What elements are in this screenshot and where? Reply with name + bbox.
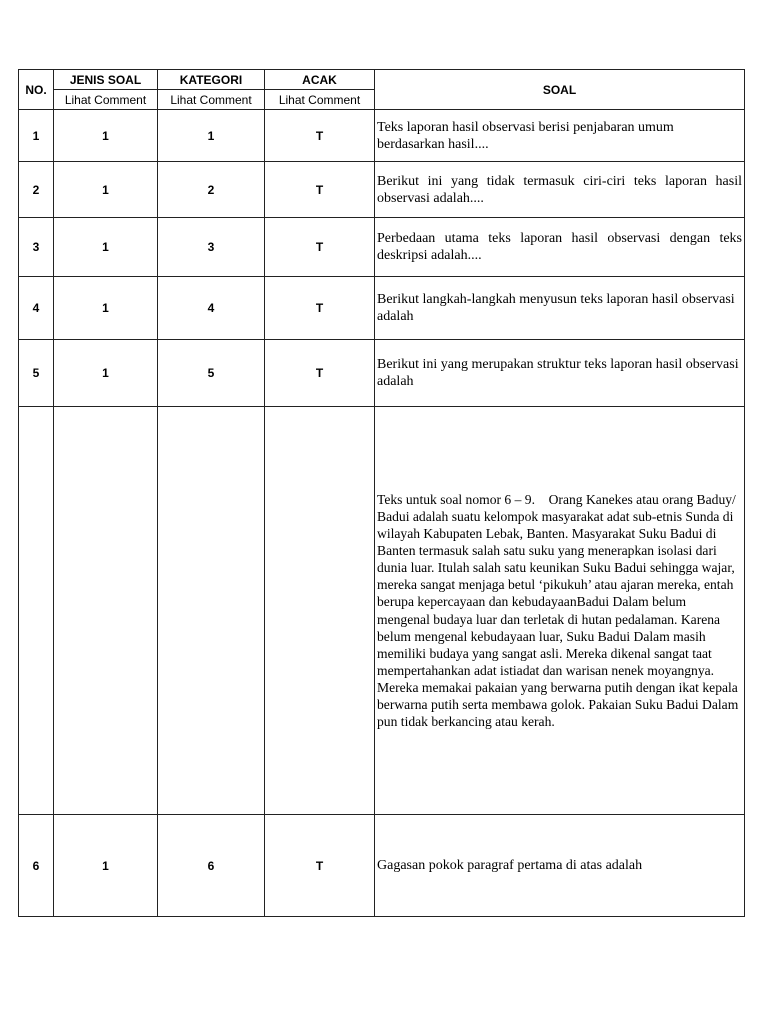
row-soal: Teks laporan hasil observasi berisi penjabaran umum berdasarkan hasil.... [375,110,745,162]
row-soal: Gagasan pokok paragraf pertama di atas adalah [375,815,745,917]
row-acak: T [265,110,375,162]
reading-passage: Teks untuk soal nomor 6 – 9. Orang Kanekes atau orang Baduy/ Badui adalah suatu kelompok masyarakat adat sub-etnis Sunda di wilayah Kabupaten Lebak, Banten. Masyarakat Suku Badui di Banten termasuk salah satu suku yang menerapkan isolasi dari dunia luar. Itulah salah satu keunikan Suku Badui sehingga wajar, mereka sangat menjaga betul ‘pikukuh’ atau ajaran mereka, entah berupa kepercayaan dan kebudayaanBadui Dalam belum mengenal budaya luar dan terletak di hutan pedalaman. Karena belum mengenal kebudayaan luar, Suku Badui Dalam masih memiliki budaya yang sangat asli. Mereka dikenal sangat taat mempertahankan adat istiadat dan warisan nenek moyangnya. Mereka memakai pakaian yang berwarna putih dengan ikat kepala berwarna putih serta membawa golok. Pakaian Suku Badui Dalam pun tidak berkancing atau kerah. [375,407,745,815]
header-acak: ACAK [265,70,375,90]
row-kategori: 2 [158,162,265,218]
table-row [19,110,745,162]
row-no: 6 [19,815,54,917]
passage-empty-cell [265,407,375,815]
row-acak: T [265,340,375,407]
row-kategori: 5 [158,340,265,407]
row-no: 1 [19,110,54,162]
question-table [18,69,745,917]
row-no: 2 [19,162,54,218]
header-no: NO. [19,70,54,110]
row-acak: T [265,162,375,218]
row-kategori: 6 [158,815,265,917]
row-jenis-soal: 1 [54,110,158,162]
row-acak: T [265,277,375,340]
passage-row [19,407,745,815]
table-row [19,218,745,277]
row-jenis-soal: 1 [54,815,158,917]
table-row [19,162,745,218]
row-kategori: 3 [158,218,265,277]
row-soal: Berikut langkah-langkah menyusun teks laporan hasil observasi adalah [375,277,745,340]
row-kategori: 1 [158,110,265,162]
row-kategori: 4 [158,277,265,340]
row-acak: T [265,815,375,917]
header-row [19,70,745,90]
row-soal: Perbedaan utama teks laporan hasil observasi dengan teks deskripsi adalah.... [375,218,745,277]
table-row [19,815,745,917]
row-no: 5 [19,340,54,407]
header-kategori: KATEGORI [158,70,265,90]
row-soal: Berikut ini yang merupakan struktur teks laporan hasil observasi adalah [375,340,745,407]
passage-empty-cell [54,407,158,815]
acak-comment-link[interactable]: Lihat Comment [265,90,375,110]
header-jenis-soal: JENIS SOAL [54,70,158,90]
row-acak: T [265,218,375,277]
row-no: 3 [19,218,54,277]
table-row [19,277,745,340]
header-soal: SOAL [375,70,745,110]
row-jenis-soal: 1 [54,218,158,277]
row-jenis-soal: 1 [54,277,158,340]
jenis-soal-comment-link[interactable]: Lihat Comment [54,90,158,110]
row-jenis-soal: 1 [54,162,158,218]
row-soal: Berikut ini yang tidak termasuk ciri-ciri teks laporan hasil observasi adalah.... [375,162,745,218]
row-jenis-soal: 1 [54,340,158,407]
passage-empty-cell [158,407,265,815]
table-row [19,340,745,407]
row-no: 4 [19,277,54,340]
passage-empty-cell [19,407,54,815]
kategori-comment-link[interactable]: Lihat Comment [158,90,265,110]
